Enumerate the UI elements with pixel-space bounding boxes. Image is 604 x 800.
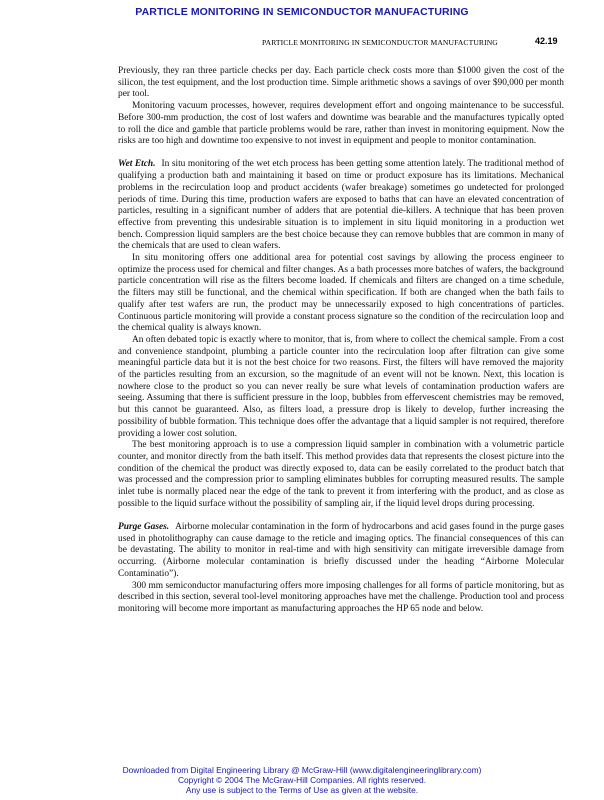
book-banner: PARTICLE MONITORING IN SEMICONDUCTOR MANUFACTURING [135, 6, 469, 18]
wet-etch-section [118, 159, 564, 253]
footer-terms-line: Any use is subject to the Terms of Use as given at the website. [185, 785, 419, 795]
footer-copyright-line: Copyright © 2004 The McGraw-Hill Companies. All rights reserved. [177, 775, 427, 785]
download-footer [0, 765, 604, 795]
paragraph-text: Airborne molecular contamination in the form of hydrocarbons and acid gases found in the purge gases used in photolithography can cause damage to the reticle and imaging optics. The financial consequences of this can be devastating. The ability to monitor in real-time and with high sensitivity can mitigate irreversible damage from occurring. (Airborne molecular contamination is briefly discussed under the heading “Airborne Molecular Contaminatio”). [118, 522, 564, 579]
paragraph: An often debated topic is exactly where to monitor, that is, from where to collect the chemical sample. From a cost and convenience standpoint, plumbing a particle counter into the recirculation loop after filtration can give some meaningful particle data but it is not the best choice for two reasons. First, the filters will have removed the majority of the particles resulting from an excursion, so the magnitude of an event will not be known. Next, this location is nowhere close to the product so you can never really be sure what levels of contamination production wafers are seeing. Assuming that there is sufficient pressure in the loop, bubbles from effervescent chemistries may be removed, but this cannot be guaranteed. Also, as filters load, a pressure drop is likely to develop, further increasing the possibility of bubble formation. This technique does offer the advantage that a liquid sampler is not required, therefore providing a lower cost solution. [118, 334, 564, 439]
paragraph: 300 mm semiconductor manufacturing offers more imposing challenges for all forms of particle monitoring, but as described in this section, several tool-level monitoring approaches have met the challenge. Production tool and process monitoring will become more important as manufacturing approaches the HP 65 node and below. [118, 580, 564, 614]
paragraph: In situ monitoring offers one additional area for potential cost savings by allowing the process engineer to optimize the process used for chemical and filter changes. As a bath processes more batches of wafers, the background particle concentration will rise as the filters become loaded. If chemicals and filters are changed on a time schedule, the filters may still be functional, and the chemical within specification. If both are changed when the bath fails to qualify after test wafers are run, the product may be unnecessarily exposed to high concentrations of particles. Continuous particle monitoring will provide a constant process signature so the condition of the recirculation loop and the chemical quality is always known. [118, 253, 564, 334]
body-text [118, 66, 564, 616]
paragraph: Monitoring vacuum processes, however, requires development effort and ongoing maintenance to be successful. Before 300-mm production, the cost of lost wafers and downtime was bearable and the manufactures typically opted to roll the dice and gamble that particle problems would be rare, rather than invest in monitoring equipment. Now the risks are too high and downtime too expensive to not invest in equipment and people to monitor contamination. [118, 101, 564, 147]
page-number: 42.19 [535, 36, 558, 46]
paragraph-text: In situ monitoring of the wet etch process has been getting some attention lately. The traditional method of qualifying a production bath and maintaining it based on time or product exposure has its limitations. Mechanical problems in the recirculation loop and product accidents (wafer breakage) sometimes go undetected for prolonged periods of time. During this time, production wafers are exposed to baths that can have an elevated concentration of particles, resulting in a significant number of adders that are potential die-killers. A technique that has been proven effective from preventing this undesirable situation is to implement in situ liquid monitoring in a production wet bench. Compression liquid samplers are the best choice because they can remove bubbles that are common in many of the chemicals that are used to clean wafers. [118, 159, 565, 252]
running-head: PARTICLE MONITORING IN SEMICONDUCTOR MANUFACTURING [262, 38, 498, 47]
purge-gases-heading: Purge Gases. [118, 522, 170, 533]
wet-etch-heading: Wet Etch. [118, 159, 156, 170]
footer-download-line[interactable]: Downloaded from Digital Engineering Library @ McGraw-Hill (www.digitalengineeringlibrary.com) [122, 765, 482, 775]
paragraph: The best monitoring approach is to use a compression liquid sampler in combination with a volumetric particle counter, and monitor directly from the bath itself. This method provides data that represents the closest picture into the condition of the chemical the product was directly exposed to, data can be easily correlated to the product batch that was processed and the compression prior to sampling eliminates bubbles for corrupting measured results. The sample inlet tube is normally placed near the edge of the tank to prevent it from interfering with the product, and as close as possible to the liquid surface without the possibility of sampling air, if the liquid level drops during processing. [118, 440, 564, 509]
purge-gases-section [118, 522, 564, 581]
paragraph: Previously, they ran three particle checks per day. Each particle check costs more than $1000 given the cost of the silicon, the test equipment, and the lost production time. Simple arithmetic shows a savings of over $90,000 per month per tool. [118, 66, 564, 100]
